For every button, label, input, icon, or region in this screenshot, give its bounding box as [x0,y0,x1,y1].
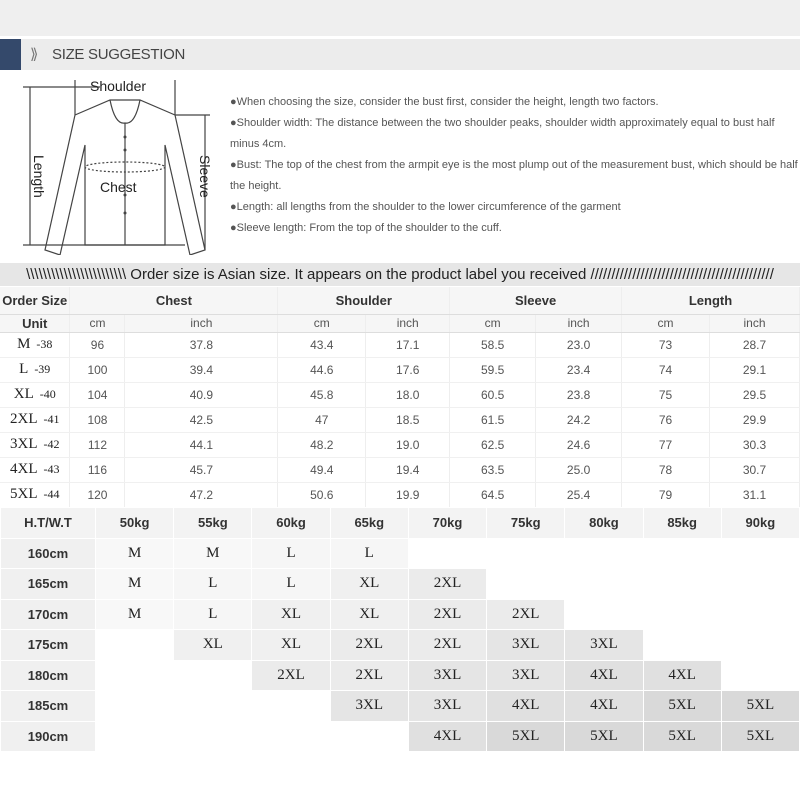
measurement-cell: 64.5 [450,482,536,507]
measurement-cell: 30.3 [709,432,799,457]
recommended-size-cell: L [330,538,408,569]
measurement-cell: 31.1 [709,482,799,507]
empty-cell [96,691,174,722]
recommended-size-cell: L [174,569,252,600]
recommended-size-cell: 3XL [487,630,565,661]
measurement-cell: 47 [278,407,366,432]
order-size-cell [0,432,70,457]
empty-cell [643,569,721,600]
unit-cell: cm [450,314,536,332]
measurement-cell: 25.4 [536,482,622,507]
height-header: 175cm [1,630,96,661]
measurement-cell: 24.2 [536,407,622,432]
recommended-size-cell: 3XL [565,630,643,661]
empty-cell [721,660,799,691]
empty-cell [487,538,565,569]
weight-header-row [1,508,800,539]
table-row [0,382,800,407]
empty-cell [565,599,643,630]
empty-cell [487,569,565,600]
height-weight-table [0,507,800,752]
table-row [0,457,800,482]
recommended-size-cell: 2XL [408,569,486,600]
unit-cell: cm [70,314,125,332]
order-size-cell [0,482,70,507]
note: ●Bust: The top of the chest from the armpit eye is the most plump out of the measurement bust, which should be half the height. [230,159,798,192]
measurement-cell: 63.5 [450,457,536,482]
measurement-cell: 30.7 [709,457,799,482]
height-header: 180cm [1,660,96,691]
empty-cell [408,538,486,569]
measurement-cell: 28.7 [709,332,799,357]
recommended-size-cell: 5XL [721,691,799,722]
measurement-cell: 44.1 [125,432,278,457]
measurement-cell: 76 [622,407,710,432]
weight-header: 50kg [96,508,174,539]
recommended-size-cell: 5XL [721,721,799,752]
measurement-cell: 23.4 [536,357,622,382]
recommended-size-cell: 4XL [643,660,721,691]
measurement-cell: 48.2 [278,432,366,457]
measurement-cell: 45.8 [278,382,366,407]
section-title: SIZE SUGGESTION [52,46,186,63]
height-header: 160cm [1,538,96,569]
size-chart-table [0,287,800,508]
size-label: XL [13,386,34,402]
height-header: 185cm [1,691,96,722]
measurement-cell: 62.5 [450,432,536,457]
measurement-cell: 18.5 [366,407,450,432]
column-header: Chest [70,287,278,314]
unit-cell: inch [125,314,278,332]
recommended-size-cell: XL [252,599,330,630]
recommended-size-cell: 4XL [487,691,565,722]
measurement-cell: 19.0 [366,432,450,457]
measurement-cell: 43.4 [278,332,366,357]
size-code: -40 [39,387,56,401]
measurement-cell: 100 [70,357,125,382]
measurement-cell: 116 [70,457,125,482]
recommended-size-cell: XL [252,630,330,661]
recommended-size-cell: M [96,538,174,569]
column-header: Length [622,287,800,314]
recommended-size-cell: XL [330,599,408,630]
sleeve-label: Sleeve [197,155,213,198]
measurement-cell: 40.9 [125,382,278,407]
empty-cell [721,569,799,600]
table-row [1,569,800,600]
unit-cell: inch [536,314,622,332]
measurement-cell: 29.5 [709,382,799,407]
recommended-size-cell: 2XL [408,599,486,630]
order-size-cell [0,407,70,432]
measurement-cell: 45.7 [125,457,278,482]
table-row [1,691,800,722]
weight-header: 60kg [252,508,330,539]
measurement-cell: 50.6 [278,482,366,507]
measurement-cell: 18.0 [366,382,450,407]
measurement-cell: 74 [622,357,710,382]
weight-header: 55kg [174,508,252,539]
empty-cell [721,538,799,569]
note: ●Length: all lengths from the shoulder to the lower circumference of the garment [230,201,621,213]
note: ●Shoulder width: The distance between the two shoulder peaks, shoulder width approximately equal to bust half minus 4cm. [230,117,775,150]
weight-header: 80kg [565,508,643,539]
measurement-cell: 77 [622,432,710,457]
measurement-cell: 24.6 [536,432,622,457]
measurement-cell: 17.1 [366,332,450,357]
recommended-size-cell: 4XL [565,660,643,691]
measurement-cell: 59.5 [450,357,536,382]
order-size-cell [0,457,70,482]
measurement-cell: 61.5 [450,407,536,432]
recommended-size-cell: L [174,599,252,630]
table-row [1,660,800,691]
column-header: Shoulder [278,287,450,314]
measurement-cell: 19.4 [366,457,450,482]
empty-cell [96,630,174,661]
unit-cell: inch [709,314,799,332]
recommended-size-cell: 2XL [330,630,408,661]
order-size-cell [0,382,70,407]
measurement-cell: 78 [622,457,710,482]
measurement-cell: 25.0 [536,457,622,482]
measurement-cell: 120 [70,482,125,507]
measurement-cell: 19.9 [366,482,450,507]
empty-cell [252,721,330,752]
measurement-cell: 108 [70,407,125,432]
table-row [0,432,800,457]
size-code: -38 [36,337,53,351]
measurement-cell: 37.8 [125,332,278,357]
measurement-cell: 75 [622,382,710,407]
recommended-size-cell: XL [174,630,252,661]
measurement-cell: 29.1 [709,357,799,382]
note: ●Sleeve length: From the top of the shoulder to the cuff. [230,222,502,234]
recommended-size-cell: 2XL [252,660,330,691]
chevron-right-icon: ⟫ [30,46,39,63]
table-row [0,332,800,357]
empty-cell [174,660,252,691]
shirt-diagram [20,75,230,255]
asian-size-banner: \\\\\\\\\\\\\\\\\\\\\\\\ Order size is Asian size. It appears on the product label you received //////////////////////////////////////////// [0,263,800,286]
unit-cell: Unit [0,314,70,332]
recommended-size-cell: 5XL [565,721,643,752]
measurement-cell: 96 [70,332,125,357]
corner-header: H.T/W.T [1,508,96,539]
recommended-size-cell: 5XL [643,691,721,722]
measurement-cell: 104 [70,382,125,407]
empty-cell [721,599,799,630]
order-size-cell [0,332,70,357]
unit-cell: cm [278,314,366,332]
size-label: M [17,336,31,352]
measurement-cell: 42.5 [125,407,278,432]
table-row [0,407,800,432]
empty-cell [565,538,643,569]
size-label: 2XL [9,411,38,427]
height-header: 165cm [1,569,96,600]
weight-header: 75kg [487,508,565,539]
accent-block [0,39,21,70]
empty-cell [96,721,174,752]
recommended-size-cell: 2XL [487,599,565,630]
size-code: -39 [34,362,51,376]
measurement-cell: 60.5 [450,382,536,407]
recommended-size-cell: M [96,569,174,600]
table-row [1,630,800,661]
table-row [0,357,800,382]
measurement-cell: 17.6 [366,357,450,382]
note: ●When choosing the size, consider the bust first, consider the height, length two factors. [230,96,659,108]
recommended-size-cell: L [252,569,330,600]
recommended-size-cell: 3XL [408,660,486,691]
empty-cell [721,630,799,661]
recommended-size-cell: 4XL [408,721,486,752]
size-label: L [19,361,29,377]
empty-cell [96,660,174,691]
size-notes [230,92,800,239]
height-header: 170cm [1,599,96,630]
column-header: Sleeve [450,287,622,314]
recommended-size-cell: 2XL [330,660,408,691]
measurement-cell: 23.0 [536,332,622,357]
empty-cell [174,721,252,752]
top-band [0,0,800,36]
size-label: 5XL [9,486,38,502]
table-row [1,599,800,630]
empty-cell [643,538,721,569]
table-row [0,482,800,507]
weight-header: 65kg [330,508,408,539]
unit-cell: inch [366,314,450,332]
unit-row [0,314,800,332]
size-code: -42 [43,437,60,451]
shoulder-label: Shoulder [90,78,147,94]
length-label: Length [31,155,47,198]
recommended-size-cell: M [96,599,174,630]
empty-cell [643,599,721,630]
empty-cell [565,569,643,600]
measurement-cell: 112 [70,432,125,457]
recommended-size-cell: 2XL [408,630,486,661]
height-header: 190cm [1,721,96,752]
chest-label: Chest [100,179,137,195]
measurement-cell: 58.5 [450,332,536,357]
measurement-cell: 23.8 [536,382,622,407]
measurement-cell: 47.2 [125,482,278,507]
unit-cell: cm [622,314,710,332]
measurement-cell: 49.4 [278,457,366,482]
section-header [0,39,800,70]
weight-header: 90kg [721,508,799,539]
size-code: -43 [43,462,60,476]
size-label: 4XL [9,461,38,477]
recommended-size-cell: 4XL [565,691,643,722]
empty-cell [643,630,721,661]
recommended-size-cell: L [252,538,330,569]
table-row [1,538,800,569]
size-code: -44 [43,487,60,501]
measurement-cell: 29.9 [709,407,799,432]
empty-cell [174,691,252,722]
recommended-size-cell: 5XL [643,721,721,752]
measurement-cell: 44.6 [278,357,366,382]
weight-header: 85kg [643,508,721,539]
column-header: Order Size [0,287,70,314]
table-row [1,721,800,752]
order-size-cell [0,357,70,382]
recommended-size-cell: M [174,538,252,569]
header-row [0,287,800,314]
recommended-size-cell: 5XL [487,721,565,752]
recommended-size-cell: 3XL [408,691,486,722]
weight-header: 70kg [408,508,486,539]
measurement-cell: 73 [622,332,710,357]
recommended-size-cell: 3XL [487,660,565,691]
empty-cell [252,691,330,722]
measurement-cell: 39.4 [125,357,278,382]
size-label: 3XL [9,436,38,452]
measurement-cell: 79 [622,482,710,507]
size-code: -41 [43,412,60,426]
recommended-size-cell: 3XL [330,691,408,722]
recommended-size-cell: XL [330,569,408,600]
empty-cell [330,721,408,752]
